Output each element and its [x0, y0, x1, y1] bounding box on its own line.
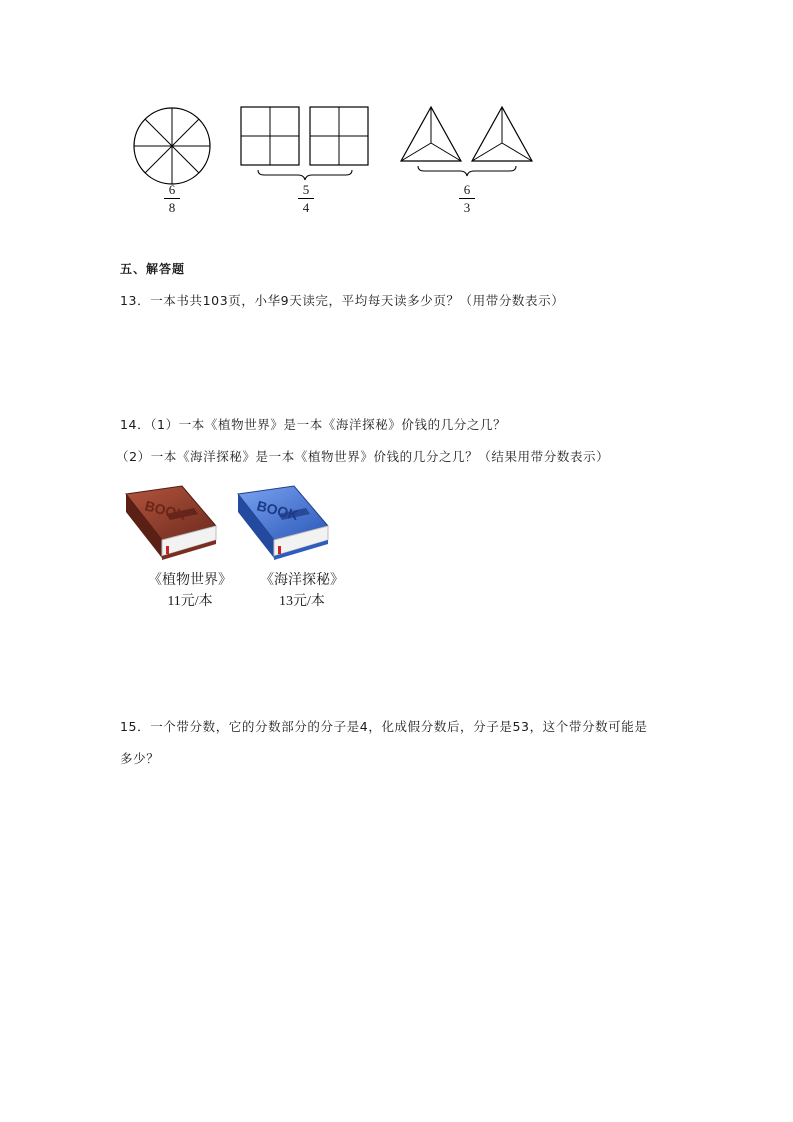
- section-title: 五、解答题: [120, 262, 186, 276]
- triangles-figure: [398, 104, 536, 182]
- question-15-line-1: 15．一个带分数，它的分数部分的分子是4，化成假分数后，分子是53，这个带分数可能是: [120, 719, 648, 734]
- circle-figure: [130, 104, 214, 188]
- book-icon: [120, 482, 220, 562]
- question-15-line-2: 多少？: [120, 751, 160, 766]
- book-cover-text: BOOK: [143, 497, 188, 524]
- question-14-part-1: 14．（1）一本《植物世界》是一本《海洋探秘》价钱的几分之几？: [120, 417, 507, 432]
- squares-figure: [238, 104, 372, 182]
- book-icon: [232, 482, 332, 562]
- question-14-part-2: （2）一本《海洋探秘》是一本《植物世界》价钱的几分之几？（结果用带分数表示）: [116, 449, 610, 464]
- book-title: 《植物世界》: [148, 573, 232, 588]
- book-price: 13元/本: [279, 594, 325, 609]
- triangles-fraction: 6 3: [452, 182, 482, 215]
- squares-fraction: 5 4: [291, 182, 321, 215]
- book-price: 11元/本: [167, 594, 213, 609]
- book-title: 《海洋探秘》: [260, 573, 344, 588]
- question-13: 13．一本书共103页，小华9天读完，平均每天读多少页？（用带分数表示）: [120, 293, 565, 308]
- book-cover-text: BOOK: [255, 497, 300, 524]
- circle-fraction: 6 8: [157, 182, 187, 215]
